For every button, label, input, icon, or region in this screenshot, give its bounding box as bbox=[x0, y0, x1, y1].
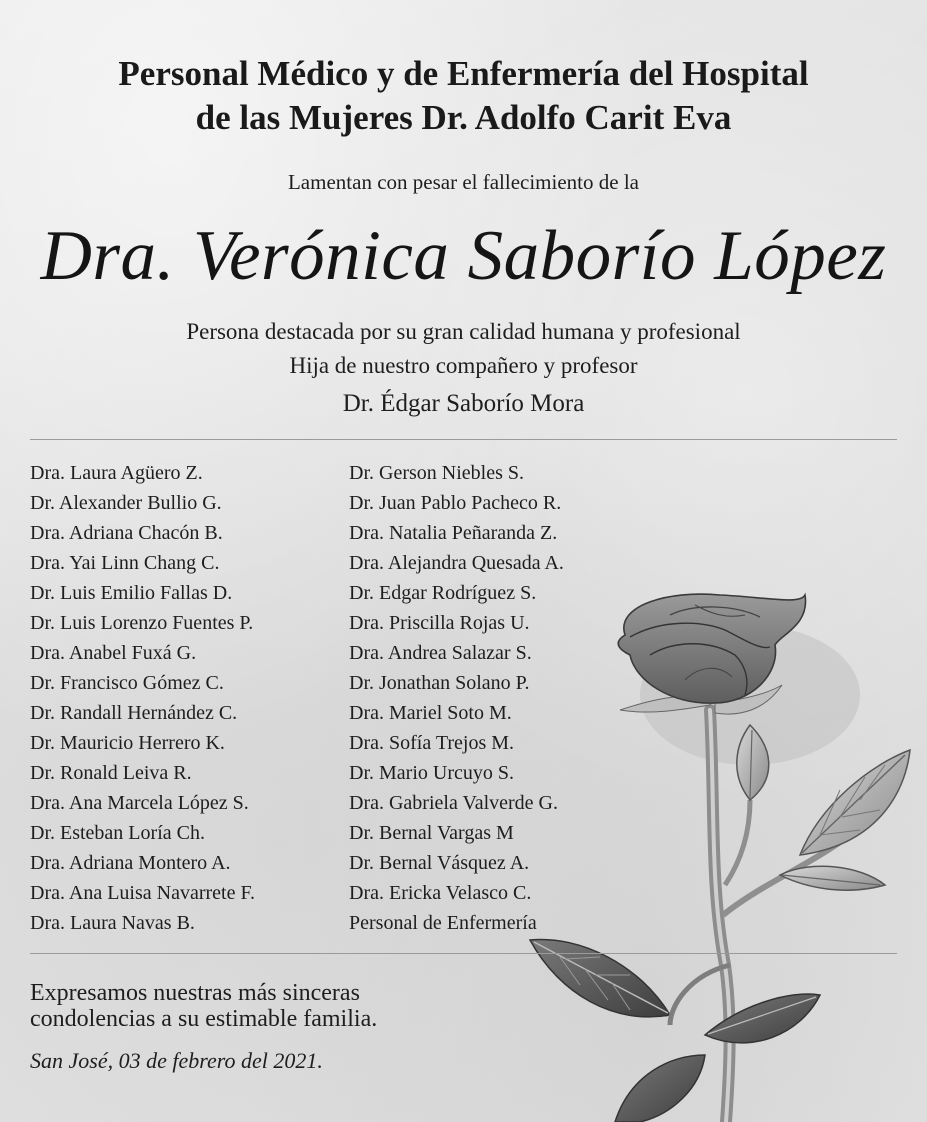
signatory-name: Personal de Enfermería bbox=[349, 912, 537, 934]
rose-illustration bbox=[520, 585, 927, 1122]
signatory-name: Dra. Anabel Fuxá G. bbox=[30, 642, 197, 664]
signatory-name: Dra. Laura Navas B. bbox=[30, 912, 195, 934]
condolences-line-1: Expresamos nuestras más sinceras bbox=[30, 980, 360, 1006]
signatory-name: Dr. Bernal Vásquez A. bbox=[349, 852, 530, 874]
signatory-name: Dr. Mario Urcuyo S. bbox=[349, 762, 514, 784]
father-name: Dr. Édgar Saborío Mora bbox=[342, 390, 585, 417]
signatory-name: Dr. Jonathan Solano P. bbox=[349, 672, 530, 694]
signatory-name: Dra. Mariel Soto M. bbox=[349, 702, 512, 724]
signatory-name: Dr. Bernal Vargas M bbox=[349, 822, 514, 844]
signatory-name: Dr. Luis Lorenzo Fuentes P. bbox=[30, 612, 254, 634]
signatory-name: Dra. Ericka Velasco C. bbox=[349, 882, 532, 904]
signatory-name: Dr. Luis Emilio Fallas D. bbox=[30, 582, 233, 604]
signatory-name: Dr. Ronald Leiva R. bbox=[30, 762, 192, 784]
signatory-name: Dra. Natalia Peñaranda Z. bbox=[349, 522, 558, 544]
signatories-column-2 bbox=[349, 458, 564, 938]
description-line-2: Hija de nuestro compañero y profesor bbox=[289, 353, 638, 378]
lament-text: Lamentan con pesar el fallecimiento de la bbox=[287, 170, 639, 194]
description-line-1: Persona destacada por su gran calidad humana y profesional bbox=[186, 319, 741, 344]
signatory-name: Dra. Sofía Trejos M. bbox=[349, 732, 515, 754]
place-date: San José, 03 de febrero del 2021. bbox=[30, 1048, 323, 1073]
deceased-name: Dra. Verónica Saborío López bbox=[40, 217, 887, 295]
organization-header bbox=[0, 52, 927, 140]
header-line-2: de las Mujeres Dr. Adolfo Carit Eva bbox=[195, 98, 732, 137]
signatory-name: Dr. Gerson Niebles S. bbox=[349, 462, 524, 484]
condolences bbox=[30, 980, 377, 1032]
signatory-name: Dra. Yai Linn Chang C. bbox=[30, 552, 220, 574]
description bbox=[0, 315, 927, 383]
signatory-name: Dra. Gabriela Valverde G. bbox=[349, 792, 558, 814]
signatories-column-1 bbox=[30, 458, 255, 938]
signatory-name: Dr. Randall Hernández C. bbox=[30, 702, 238, 724]
top-divider bbox=[30, 439, 897, 440]
header-line-1: Personal Médico y de Enfermería del Hospital bbox=[118, 54, 809, 93]
bottom-divider bbox=[30, 953, 897, 954]
signatory-name: Dra. Ana Marcela López S. bbox=[30, 792, 249, 814]
signatory-name: Dra. Laura Agüero Z. bbox=[30, 462, 203, 484]
condolences-line-2: condolencias a su estimable familia. bbox=[30, 1006, 378, 1032]
signatory-name: Dr. Alexander Bullio G. bbox=[30, 492, 222, 514]
signatory-name: Dra. Priscilla Rojas U. bbox=[349, 612, 530, 634]
signatory-name: Dra. Ana Luisa Navarrete F. bbox=[30, 882, 255, 904]
signatory-name: Dra. Adriana Montero A. bbox=[30, 852, 231, 874]
signatory-name: Dra. Alejandra Quesada A. bbox=[349, 552, 564, 574]
signatory-name: Dr. Mauricio Herrero K. bbox=[30, 732, 225, 754]
signatory-name: Dr. Francisco Gómez C. bbox=[30, 672, 224, 694]
signatory-name: Dr. Esteban Loría Ch. bbox=[30, 822, 205, 844]
signatory-name: Dra. Andrea Salazar S. bbox=[349, 642, 532, 664]
signatory-name: Dra. Adriana Chacón B. bbox=[30, 522, 223, 544]
signatory-name: Dr. Edgar Rodríguez S. bbox=[349, 582, 537, 604]
signatory-name: Dr. Juan Pablo Pacheco R. bbox=[349, 492, 562, 514]
